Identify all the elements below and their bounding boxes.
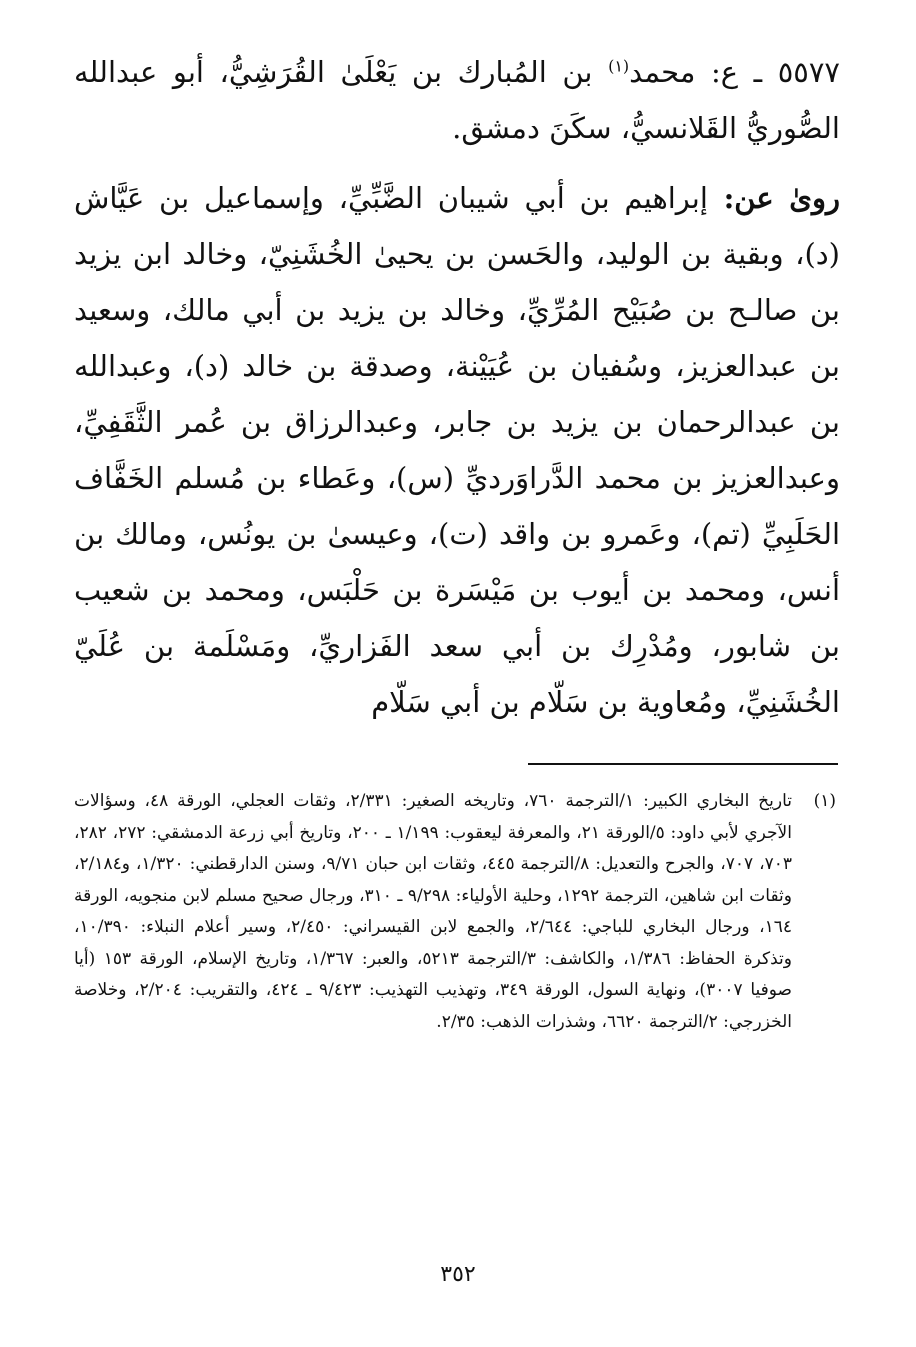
footnote-reference[interactable]: (١) (608, 56, 630, 76)
footnote-text: تاريخ البخاري الكبير: ١/الترجمة ٧٦٠، وتاريخه الصغير: ٢/٣٣١، وثقات العجلي، الورقة ٤٨، وسؤالات الآجري لأبي داود: ٥/الورقة ٢١، والمعرفة ليعقوب: ١/١٩٩ ـ ٢٠٠، وتاريخ أبي زرعة الدمشقي: ٢٧٢، ٢٨٢، ٧٠٣، ٧٠٧، والجرح والتعديل: ٨/الترجمة ٤٤٥، وثقات ابن حبان ٩/٧١، وسنن الدارقطني: ١/٣٢٠، و٢/١٨٤، وثقات ابن شاهين، الترجمة ١٢٩٢، وحلية الأولياء: ٩/٢٩٨ ـ ٣١٠، ورجال صحيح مسلم لابن منجويه، الورقة ١٦٤، ورجال البخاري للباجي: ٢/٦٤٤، والجمع لابن القيسراني: ٢/٤٥٠، وسير أعلام النبلاء: ١٠/٣٩٠، وتذكرة الحفاظ: ١/٣٨٦، والكاشف: ٣/الترجمة ٥٢١٣، والعبر: ١/٣٦٧، وتاريخ الإسلام، الورقة ١٥٣ (أيا صوفيا ٣٠٠٧)، ونهاية السول، الورقة ٣٤٩، وتهذيب التهذيب: ٩/٤٢٣ ـ ٤٢٤، والتقريب: ٢/٢٠٤، وخلاصة الخزرجي: ٢/الترجمة ٦٦٢٠، وشذرات الذهب: ٢/٣٥. (74, 791, 793, 1032)
entry-name: محمد (629, 55, 696, 89)
narrated-text: إبراهيم بن أبي شيبان الضَّبِّيِّ، وإسماعيل بن عَيَّاش (د)، وبقية بن الوليد، والحَسن بن يحيىٰ الخُشَنِيّ، وخالد ابن يزيد بن صالـح بن صُبَيْح المُرِّيِّ، وخالد بن يزيد بن أبي مالك، وسعيد بن عبدالعزيز، وسُفيان بن عُيَيْنة، وصدقة بن خالد (د)، وعبدالله بن عبدالرحمان بن يزيد بن جابر، وعبدالرزاق بن عُمر الثَّقَفِيِّ، وعبدالعزيز بن محمد الدَّراوَرديِّ (س)، وعَطاء بن مُسلم الخَفَّاف الحَلَبِيِّ (تم)، وعَمرو بن واقد (ت)، وعيسىٰ بن يونُس، ومالك بن أنس، ومحمد بن أيوب بن مَيْسَرة بن حَلْبَس، ومحمد بن شعيب بن شابور، ومُدْرِك بن أبي سعد الفَزاريِّ، ومَسْلَمة بن عُلَيّ الخُشَنِيِّ، ومُعاوية بن سَلّام بن أبي سَلّام (74, 181, 841, 719)
page-number: ٣٥٢ (440, 1262, 476, 1287)
main-text (74, 44, 840, 730)
footnote-divider (528, 763, 838, 765)
entry-number: ٥٥٧٧ ـ ع: (695, 55, 840, 89)
entry-text: بن المُبارك بن يَعْلَىٰ القُرَشِيُّ، أبو عبدالله الصُّوريُّ القَلانسيُّ، سكَنَ دمشق. (74, 55, 840, 145)
narrated-label: روىٰ عن: (707, 181, 840, 215)
narrated-paragraph (74, 170, 840, 730)
footnote-number: (١) (813, 791, 836, 811)
entry-paragraph (74, 44, 840, 156)
footnote (74, 786, 836, 1038)
